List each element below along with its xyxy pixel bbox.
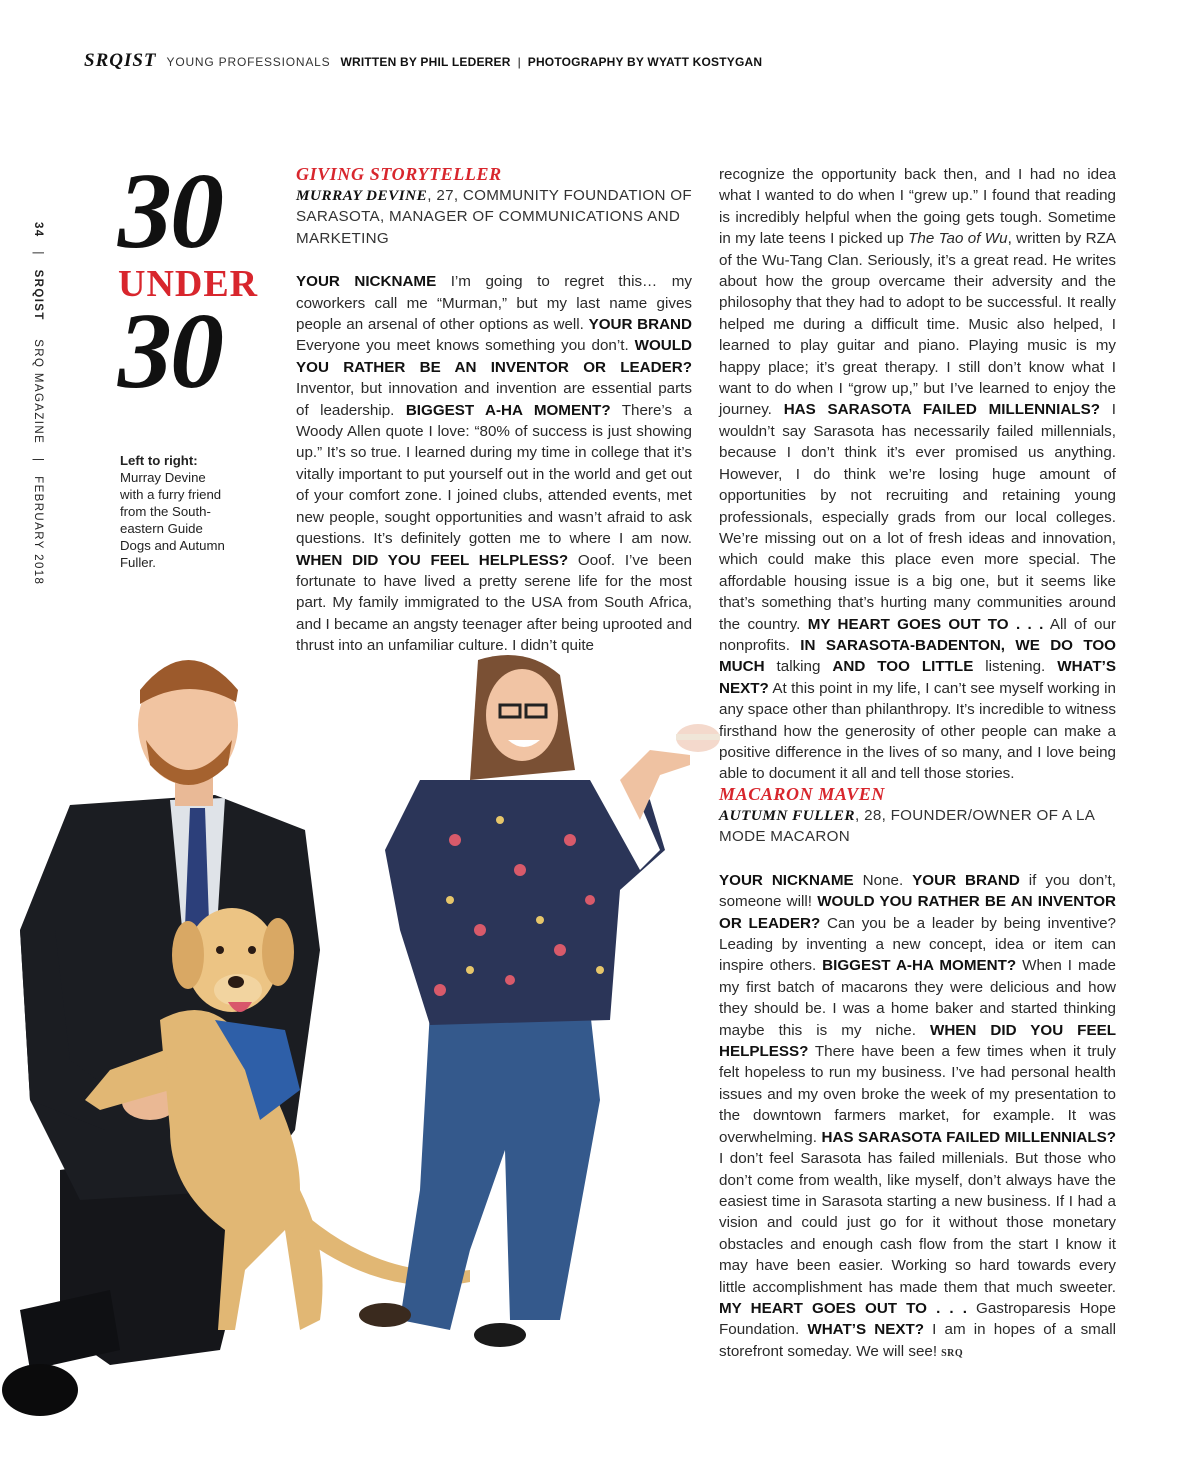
q-aha: BIGGEST A-HA MOMENT? (405, 401, 611, 419)
a-failed: I wouldn’t say Sarasota has necessarily failed millennials, because I don’t think it’s ever promised us anything. However, I do think we’re losing huge amount of opportunities by not recruiting and retaining young professionals, especially grads from our local colleges. We’re missing out on a lot of fresh ideas and innovation, which could make this place even more special. The affordable housing issue is a big one, but it seems like that’s something that’s hurting many communities around the country. (719, 401, 1116, 633)
rail-magazine: SRQ MAGAZINE (32, 339, 44, 445)
q2-brand: YOUR BRAND (912, 871, 1020, 889)
a-heart: All of our nonprofits. (719, 615, 1116, 654)
title-number-top: 30 (118, 152, 222, 271)
profile-autumn (719, 784, 1116, 1364)
rail-separator: | (32, 457, 44, 463)
a2-inventor: Can you be a leader by being inventive? Leading by inventing a new concept, idea or item can inspire others. (719, 914, 1116, 975)
profile-murray (296, 164, 692, 657)
title-under: UNDER (118, 263, 259, 305)
a-next: At this point in my life, I can’t see myself working in any space other than philanthropy. It’s incredible to witness firsthand how the generosity of other people can make a positive difference in the lives of so many, and I love being able to document it all and tell those stories. (719, 679, 1116, 783)
article-body-autumn (719, 870, 1116, 1364)
a2-nickname: None. (853, 871, 913, 889)
a-aha: There’s a Woody Allen quote I love: “80% of success is just showing up.” It’s so true. I learned during my time in college that it’s vitally important to put yourself out in the world and get out of your comfort zone. I joined clubs, attended events, met new people, sought opportunities and wasn’t afraid to ask questions. It’s definitely gotten me to where I am now. (296, 401, 692, 548)
q2-aha: BIGGEST A-HA MOMENT? (822, 957, 1017, 975)
book-title: The Tao of Wu (908, 230, 1008, 248)
a2-failed: I don’t feel Sarasota has failed millenials. But those who don’t come from wealth, like myself, don’t always have the easiest time in Sarasota starting a new business. If I had a vision and could just go for it without those monetary obstacles and enough cash flow from the start I know it may have been easier. Working so hard towards every little accomplishment has made them that much sweeter. (719, 1150, 1116, 1296)
photographer-credit: PHOTOGRAPHY BY WYATT KOSTYGAN (527, 55, 763, 69)
writer-credit: WRITTEN BY PHIL LEDERER (340, 55, 511, 69)
q-brand: YOUR BRAND (588, 316, 692, 334)
q-failed: HAS SARASOTA FAILED MILLENNIALS? (783, 401, 1100, 419)
q-next: WHAT’S NEXT? (719, 658, 1117, 697)
page-header (84, 50, 762, 76)
caption-body: Murray Devine with a furry friend from the South-eastern Guide Dogs and Autumn Fuller. (120, 470, 225, 570)
q-nickname: YOUR NICKNAME (296, 273, 437, 291)
article-body-murray-col1 (296, 271, 692, 656)
q2-inventor: WOULD YOU RATHER BE AN INVENTOR OR LEADER? (719, 893, 1116, 932)
byline-murray (296, 185, 692, 249)
a-nickname: I’m going to regret this… my coworkers call me “Murman,” but my last name gives people an arsenal of other options as well. (296, 273, 692, 334)
page-number: 34 (32, 222, 44, 238)
srq-end-mark: SRQ (941, 1347, 964, 1359)
q2-next: WHAT’S NEXT? (807, 1321, 925, 1339)
q2-nickname: YOUR NICKNAME (719, 871, 854, 889)
photo-caption (120, 452, 232, 571)
article-body-murray-col2 (719, 164, 1116, 785)
a2-aha: When I made my first batch of macarons they were delicious and how they should be. I was a home baker and started thinking maybe this is my niche. (719, 957, 1116, 1039)
a-inventor: Inventor, but innovation and invention are essential parts of leadership. (296, 380, 692, 419)
rail-separator: | (32, 251, 44, 256)
a2-brand: if you don’t, someone will! (719, 871, 1116, 911)
q-heart: MY HEART GOES OUT TO . . . (807, 615, 1044, 633)
q2-failed: HAS SARASOTA FAILED MILLENNIALS? (821, 1128, 1116, 1146)
portrait-photo (0, 630, 770, 1457)
a-helpless-cont2: , written by RZA of the Wu-Tang Clan. Seriously, it’s a great read. He writes about how the group overcame their adversity and the philosophy that they had to adopt to be successful. It really helped me during a difficult time. Music also helped, I learned to play guitar and piano. Playing music is my happy place; it’s great therapy. I still don’t know what I want to do when I “grow up,” but I’ve learned to enjoy the journey. (719, 230, 1116, 419)
q-helpless: WHEN DID YOU FEEL HELPLESS? (296, 551, 569, 569)
name-murray: MURRAY DEVINE (296, 187, 428, 204)
srqist-logo: SRQIST (84, 50, 157, 71)
a-helpless: Ooof. I’ve been fortunate to have lived a pretty serene life for the most part. My family immigrated to the USA from South Africa, and I became an angsty teenager after being uprooted and thrust into an unfamiliar culture. I didn’t quite (296, 551, 693, 655)
q2-heart: MY HEART GOES OUT TO . . . (719, 1299, 967, 1317)
credit-separator: | (517, 55, 521, 69)
q-too-little: AND TOO LITTLE (832, 658, 974, 676)
q2-helpless: WHEN DID YOU FEEL HELPLESS? (719, 1021, 1116, 1061)
byline-autumn (719, 805, 1116, 848)
woman-figure (359, 655, 720, 1347)
rail-issue: FEBRUARY 2018 (32, 476, 44, 586)
side-rail (32, 222, 44, 585)
a2-heart: Gastroparesis Hope Foundation. (719, 1299, 1116, 1339)
a-sarasota: talking (764, 658, 833, 676)
kicker-macaron-maven: MACARON MAVEN (719, 784, 886, 804)
name-autumn: AUTUMN FULLER (719, 807, 856, 824)
details-murray: , 27, COMMUNITY FOUNDATION OF SARASOTA, MANAGER OF COMMUNICATIONS AND MARKETING (296, 187, 692, 247)
q-sarasota: IN SARASOTA-BADENTON, WE DO TOO MUCH (719, 636, 1116, 676)
details-autumn: , 28, FOUNDER/OWNER OF A LA MODE MACARON (719, 807, 1095, 846)
title-number-bottom: 30 (118, 292, 222, 411)
a-too-little: listening. (973, 658, 1058, 676)
a2-helpless: There have been a few times when it truly felt hopeless to run my business. I’ve had personal health issues and my oven broke the week of my presentation to the downtown farmers market, for example. It was overwhelming. (719, 1043, 1116, 1146)
a-helpless-cont: recognize the opportunity back then, and I had no idea what I wanted to do when I “grew up.” I found that reading is incredibly helpful when the going gets tough. Sometime in my late teens I picked up (719, 166, 1116, 248)
a-brand: Everyone you meet knows something you don’t. (296, 337, 635, 355)
a2-next: I am in hopes of a small storefront someday. We will see! (719, 1321, 1117, 1360)
section-label: YOUNG PROFESSIONALS (166, 55, 331, 69)
rail-brand: SRQIST (32, 269, 44, 321)
q-inventor: WOULD YOU RATHER BE AN INVENTOR OR LEADER? (296, 337, 692, 376)
caption-lead: Left to right: (120, 453, 198, 468)
kicker-giving-storyteller: GIVING STORYTELLER (296, 164, 502, 184)
